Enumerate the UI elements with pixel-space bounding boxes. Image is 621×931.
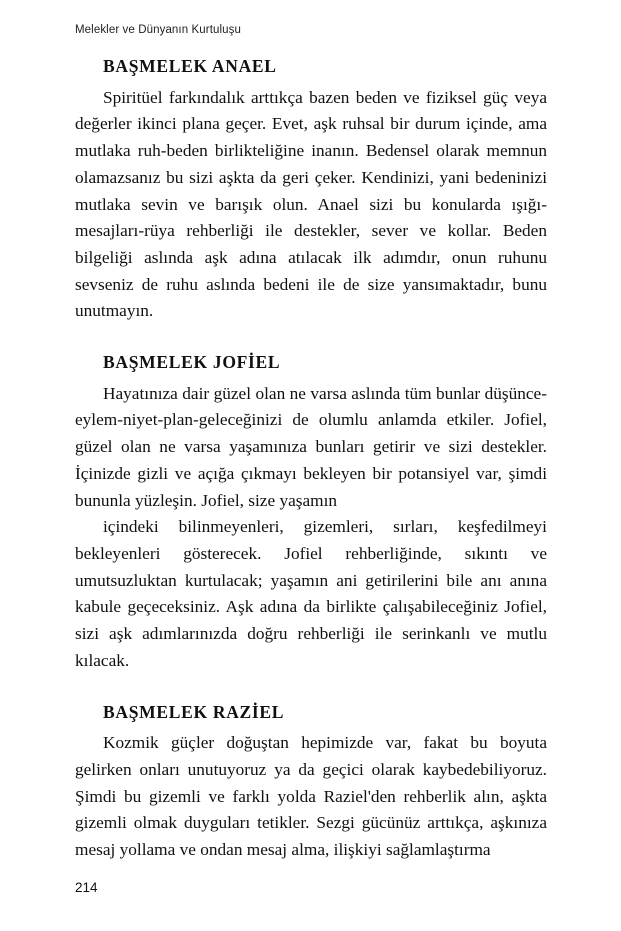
section-heading: BAŞMELEK JOFİEL — [103, 352, 281, 373]
page-content — [75, 55, 547, 864]
paragraph: Hayatınıza dair güzel olan ne varsa aslında tüm bunlar düşünce-eylem-niyet-plan-geleceğinizi de olumlu anlamda etkiler. Jofiel, güzel olan ne varsa yaşamınıza bunları getirir ve sizi destekler. İçinizde gizli ve açığa çıkmayı bekleyen bir potansiyel var, şimdi bununla yüzleşin. Jofiel, size yaşamın — [75, 383, 547, 510]
section-heading: BAŞMELEK ANAEL — [103, 56, 277, 76]
section-anael — [75, 55, 547, 325]
running-head: Melekler ve Dünyanın Kurtuluşu — [75, 24, 241, 36]
section-heading: BAŞMELEK RAZİEL — [103, 701, 285, 722]
page-number: 214 — [75, 880, 98, 895]
paragraph: içindeki bilinmeyenleri, gizemleri, sırları, keşfedilmeyi bekleyenleri gösterecek. Jofiel rehberliğinde, sıkıntı ve umutsuzluktan kurtulacak; yaşamın ani getirilerini bile anı anına kabule geçeceksiniz. Aşk adına da birlikte çalışabileceğiniz Jofiel, sizi aşk adımlarınızda doğru rehberliği ile serinkanlı ve mutlu kılacak. — [75, 517, 547, 670]
paragraph: Kozmik güçler doğuştan hepimizde var, fakat bu boyuta gelirken onları unutuyoruz ya da geçici olarak kaybedebiliyoruz. Şimdi bu gizemli ve farklı yolda Raziel'den rehberlik alın, aşkta gizemli olmak duyguları tetikler. Sezgi gücünüz arttıkça, aşkınıza mesaj yollama ve ondan mesaj alma, ilişkiyi sağlamlaştırma — [75, 733, 547, 860]
section-raziel — [75, 701, 547, 864]
paragraph: Spiritüel farkındalık arttıkça bazen beden ve fiziksel güç veya değerler ikinci plana geçer. Evet, aşk ruhsal bir durum içinde, ama mutlaka ruh-beden birlikteliğine inanın. Bedensel olarak memnun olamazsanız bu sizi aşkta da geri çeker. Kendinizi, yani bedeninizi mutlaka sevin ve barışık olun. Anael sizi bu konularda ışığı-mesajları-rüya rehberliği ile destekler, sever ve kollar. Beden bilgeliği aslında aşk adına atılacak ilk adımdır, onun ruhunu sevseniz de ruhu aslında bedeni ile de size yansımaktadır, bunu unutmayın. — [75, 87, 547, 321]
section-jofiel — [75, 351, 547, 675]
